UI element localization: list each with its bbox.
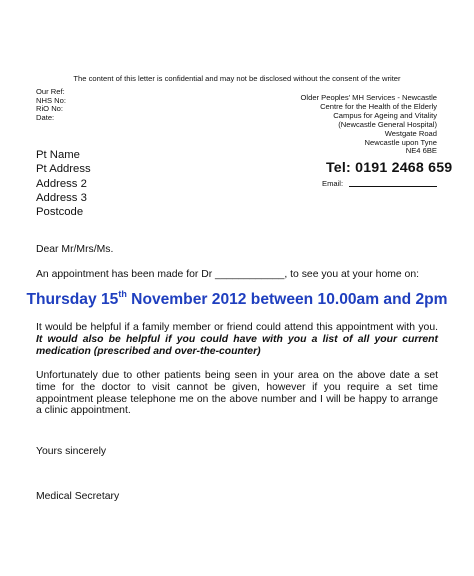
patient-address	[36, 148, 91, 219]
sender-address-line: NE4 6BE	[405, 146, 437, 156]
email-blank-line	[349, 186, 437, 187]
salutation: Dear Mr/Mrs/Ms.	[36, 244, 114, 255]
patient-postcode: Postcode	[36, 206, 84, 219]
paragraph-companion-text: It would be helpful if a family member or friend could attend this appointment with you.	[36, 322, 438, 333]
reference-fields	[36, 88, 66, 122]
sender-address-line: (Newcastle General Hospital)	[338, 119, 437, 129]
appointment-day-suffix: th	[118, 289, 127, 299]
our-ref-label: Our Ref:	[36, 87, 65, 96]
appointment-time: November 2012 between 10.00am and 2pm	[126, 291, 448, 308]
sender-address-line: Campus for Ageing and Vitality	[333, 110, 437, 120]
paragraph-medication-note: It would also be helpful if you could have with you a list of all your current medication (prescribed and over-the-counter)	[36, 333, 438, 357]
sender-address-line: Older Peoples' MH Services - Newcastle	[300, 93, 437, 102]
patient-address-line: Address 3	[36, 191, 87, 204]
patient-name: Pt Name	[36, 149, 80, 161]
telephone-number: Tel: 0191 2468 659	[326, 160, 453, 176]
sender-address	[301, 94, 438, 156]
appointment-line: An appointment has been made for Dr ____________, to see you at your home on:	[36, 269, 419, 280]
patient-address-line: Address 2	[36, 177, 87, 190]
sender-address-line: Newcastle upon Tyne	[364, 137, 437, 147]
signatory: Medical Secretary	[36, 491, 120, 502]
email-label: Email:	[322, 179, 344, 188]
paragraph-visit-time: Unfortunately due to other patients being seen in your area on the above date a set time for the doctor to visit cannot be given, however if you require a set time appointment please telephone me on the above number and I will be happy to arrange a clinic appointment.	[36, 370, 438, 417]
sender-address-line: Centre for the Health of the Elderly	[320, 101, 437, 111]
paragraph-companion	[36, 322, 438, 357]
patient-address-line: Pt Address	[36, 163, 91, 176]
sender-address-line: Westgate Road	[384, 128, 437, 138]
date-label: Date:	[36, 112, 55, 122]
confidentiality-notice: The content of this letter is confidential and may not be disclosed without the consent of the writer	[73, 74, 401, 83]
closing: Yours sincerely	[36, 446, 107, 457]
rio-no-label: RiO No:	[36, 104, 64, 114]
appointment-date-heading	[0, 291, 474, 309]
appointment-day: Thursday 15	[26, 291, 119, 308]
nhs-no-label: NHS No:	[36, 95, 66, 105]
